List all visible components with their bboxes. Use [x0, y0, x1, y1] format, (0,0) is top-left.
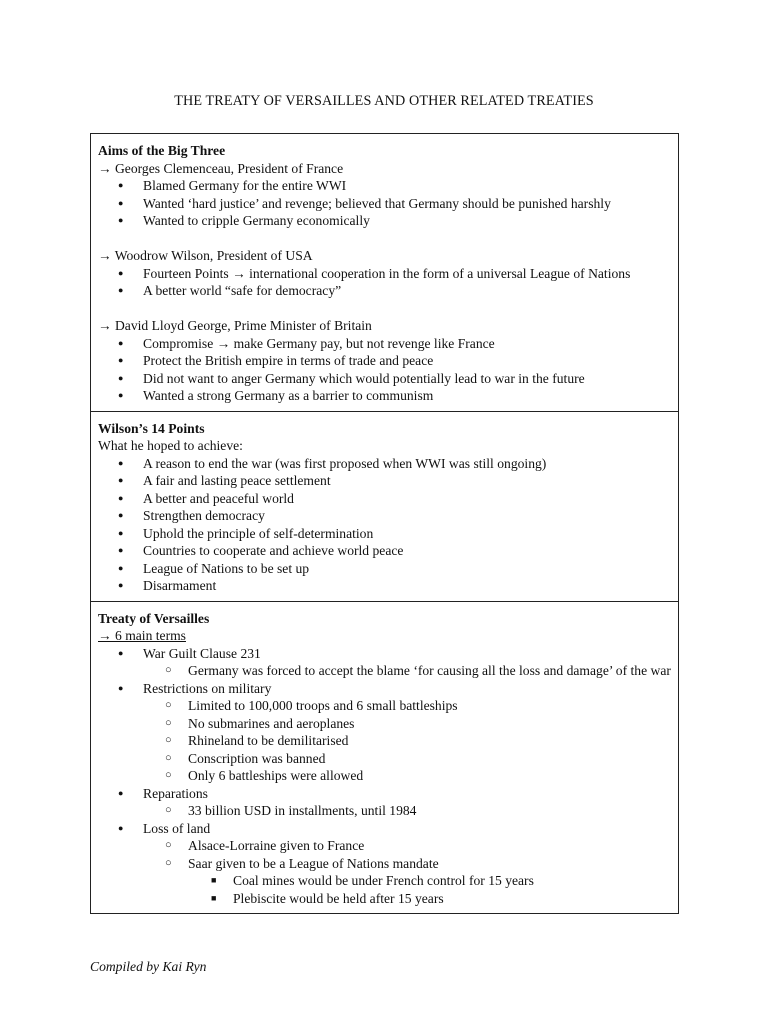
- footer-credit: Compiled by Kai Ryn: [90, 959, 207, 974]
- list-item: ○ Germany was forced to accept the blame ‘for causing all the loss and damage’ of the war: [98, 662, 671, 680]
- section-heading: Wilson’s 14 Points: [98, 420, 205, 436]
- wilson-intro: → Woodrow Wilson, President of USA: [98, 248, 313, 263]
- term-label: Loss of land: [143, 820, 211, 836]
- list-item: ● Disarmament: [98, 577, 671, 595]
- fourteen-points-list: [98, 455, 671, 595]
- list-item: ○ Saar given to be a League of Nations mandate: [98, 855, 671, 873]
- list-item: ■ Plebiscite would be held after 15 years: [98, 890, 671, 908]
- term-item: [98, 680, 671, 785]
- list-item: ● Protect the British empire in terms of trade and peace: [98, 352, 671, 370]
- list-item: ● Wanted a strong Germany as a barrier to communism: [98, 387, 671, 405]
- list-item: ● Countries to cooperate and achieve world peace: [98, 542, 671, 560]
- page-title: THE TREATY OF VERSAILLES AND OTHER RELATED TREATIES: [174, 93, 594, 109]
- list-item: ○ No submarines and aeroplanes: [98, 715, 671, 733]
- list-item: ○ Only 6 battleships were allowed: [98, 767, 671, 785]
- clemenceau-intro: → Georges Clemenceau, President of France: [98, 160, 344, 176]
- treaty-section: [91, 602, 678, 914]
- term-label: Reparations: [143, 785, 208, 801]
- term-item: [98, 785, 671, 820]
- list-item: ● A better and peaceful world: [98, 490, 671, 508]
- wilson-list: [98, 265, 671, 300]
- list-item: ● A better world “safe for democracy”: [98, 282, 671, 300]
- notes-table: [90, 133, 679, 914]
- list-item: ● Wanted ‘hard justice’ and revenge; believed that Germany should be punished harshly: [98, 195, 671, 213]
- section-heading: Treaty of Versailles: [98, 610, 210, 626]
- terms-list: [98, 645, 671, 908]
- list-item: ● A fair and lasting peace settlement: [98, 472, 671, 490]
- section-subheading: → 6 main terms: [98, 628, 186, 643]
- fourteen-points-section: [91, 412, 678, 602]
- list-item: ■ Coal mines would be under French control for 15 years: [98, 872, 671, 890]
- list-item: ○ Alsace-Lorraine given to France: [98, 837, 671, 855]
- term-label: War Guilt Clause 231: [143, 645, 261, 661]
- big-three-section: [91, 134, 678, 412]
- list-item: ● Wanted to cripple Germany economically: [98, 212, 671, 230]
- lloyd-george-list: [98, 335, 671, 405]
- list-item: ● Compromise → make Germany pay, but not revenge like France: [98, 335, 671, 353]
- list-item: ● Blamed Germany for the entire WWI: [98, 177, 671, 195]
- list-item: ○ Conscription was banned: [98, 750, 671, 768]
- lloyd-george-intro: → David Lloyd George, Prime Minister of Britain: [98, 318, 372, 333]
- section-heading: Aims of the Big Three: [98, 143, 226, 158]
- term-item: [98, 645, 671, 680]
- list-item: ○ Limited to 100,000 troops and 6 small battleships: [98, 697, 671, 715]
- term-item: [98, 820, 671, 908]
- list-item: ● Strengthen democracy: [98, 507, 671, 525]
- list-item: ● League of Nations to be set up: [98, 560, 671, 578]
- clemenceau-list: [98, 177, 671, 230]
- list-item: ● Uphold the principle of self-determination: [98, 525, 671, 543]
- list-item: ● A reason to end the war (was first proposed when WWI was still ongoing): [98, 455, 671, 473]
- list-item: ● Did not want to anger Germany which would potentially lead to war in the future: [98, 370, 671, 388]
- list-item: ○ Rhineland to be demilitarised: [98, 732, 671, 750]
- term-label: Restrictions on military: [143, 680, 272, 696]
- list-item: ○ 33 billion USD in installments, until 1984: [98, 802, 671, 820]
- list-item: ● Fourteen Points → international cooperation in the form of a universal League of Nations: [98, 265, 671, 283]
- section-intro: What he hoped to achieve:: [98, 438, 243, 453]
